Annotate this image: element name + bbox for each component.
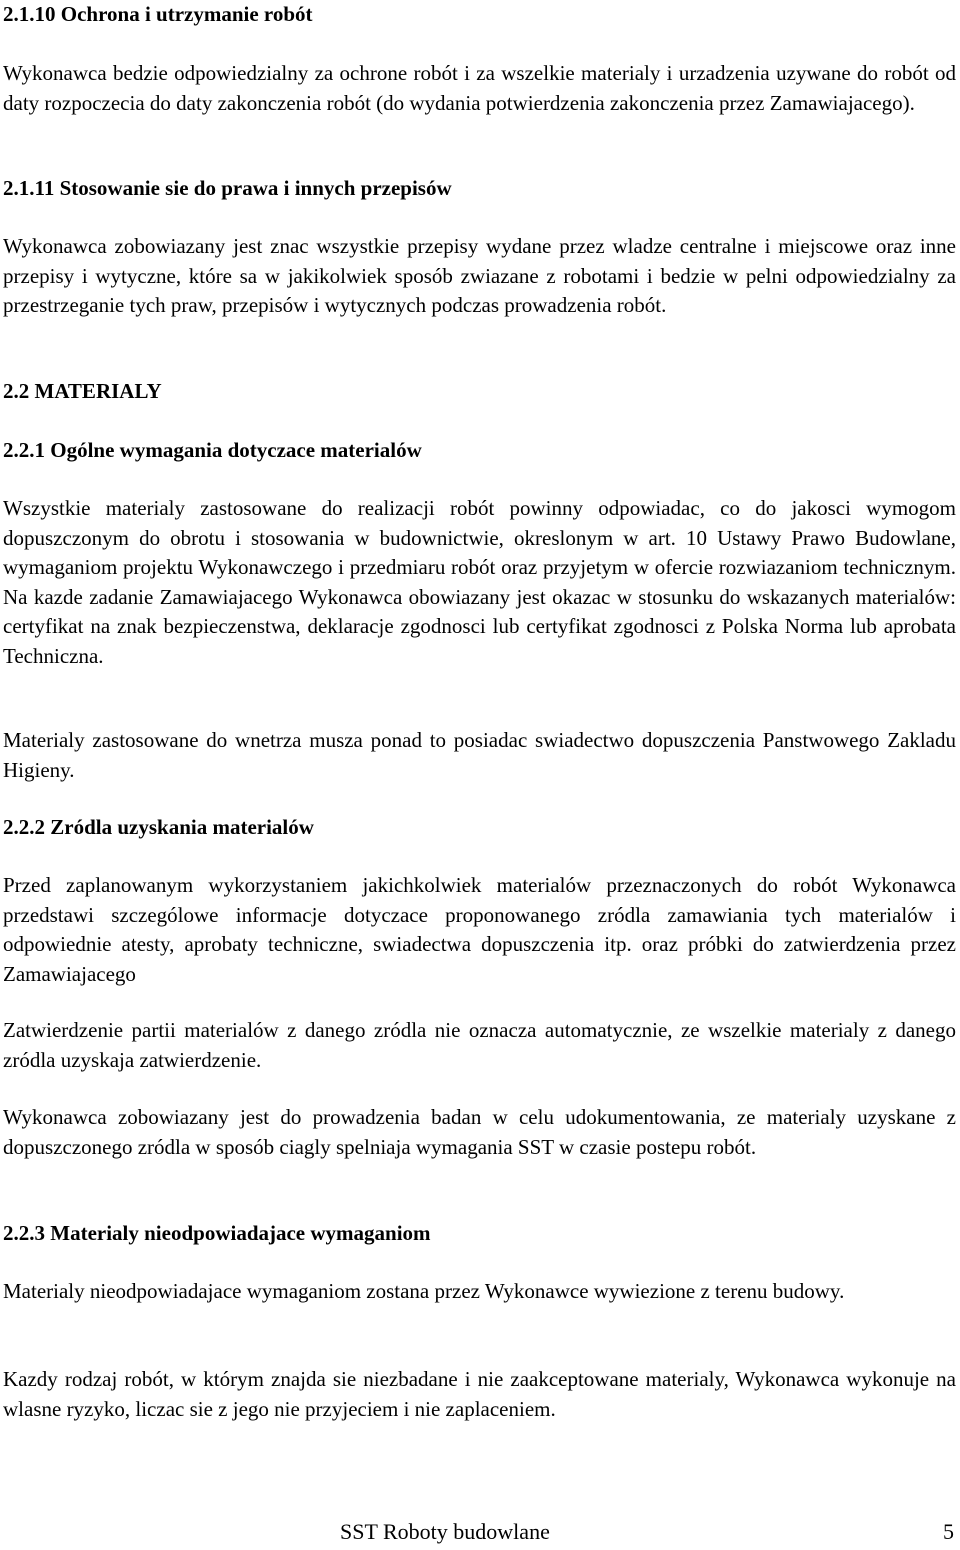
section-heading-2-2-1: 2.2.1 Ogólne wymagania dotyczace materialów [3,438,422,462]
section-heading-2-2: 2.2 MATERIALY [3,379,162,403]
page-footer [0,1517,960,1547]
section-heading-2-1-10: 2.1.10 Ochrona i utrzymanie robót [3,2,313,26]
paragraph-batch-approval: Zatwierdzenie partii materialów z danego zródla nie oznacza automatycznie, ze wszelkie materialy z danego zródla uzyskaja zatwierdzenie. [3,1018,956,1072]
section-heading-2-2-3: 2.2.3 Materialy nieodpowiadajace wymaganiom [3,1221,431,1245]
paragraph-testing: Wykonawca zobowiazany jest do prowadzenia badan w celu udokumentowania, ze materialy uzyskane z dopuszczonego zródla w sposób ciagly spelniaja wymagania SST w czasie postepu robót. [3,1105,956,1159]
section-heading-2-2-2: 2.2.2 Zródla uzyskania materialów [3,815,314,839]
section-heading-2-1-11: 2.1.11 Stosowanie sie do prawa i innych przepisów [3,176,452,200]
paragraph-protection: Wykonawca bedzie odpowiedzialny za ochrone robót i za wszelkie materialy i urzadzenia uzywane do robót od daty rozpoczecia do daty zakonczenia robót (do wydania potwierdzenia zakonczenia przez Zamawiajacego). [3,61,956,115]
paragraph-untested-materials: Kazdy rodzaj robót, w którym znajda sie niezbadane i nie zaakceptowane materialy, Wykonawca wykonuje na wlasne ryzyko, liczac sie z jego nie przyjeciem i nie zaplaceniem. [3,1367,956,1421]
paragraph-general-requirements: Wszystkie materialy zastosowane do realizacji robót powinny odpowiadac, co do jakosci wymogom dopuszczonym do obrotu i stosowania w budownictwie, okreslonym w art. 10 Ustawy Prawo Budowlane, wymaganiom projektu Wykonawczego i przedmiaru robót oraz przyjetym w ofercie rozwiazaniom technicznym. Na kazde zadanie Zamawiajacego Wykonawca obowiazany jest okazac w stosunku do wskazanych materialów: certyfikat na znak bezpieczenstwa, deklaracje zgodnosci lub certyfikat zgodnosci z Polska Norma lub aprobata Techniczna. [3,496,956,668]
paragraph-law-compliance: Wykonawca zobowiazany jest znac wszystkie przepisy wydane przez wladze centralne i miejscowe oraz inne przepisy i wytyczne, które sa w jakikolwiek sposób zwiazane z robotami i bedzie w pelni odpowiedzialny za przestrzeganie tych praw, przepisów i wytycznych podczas prowadzenia robót. [3,234,956,317]
paragraph-material-sources: Przed zaplanowanym wykorzystaniem jakichkolwiek materialów przeznaczonych do robót Wykonawca przedstawi szczególowe informacje dotyczace proponowanego zródla zamawiania tych materialów i odpowiednie atesty, aprobaty techniczne, swiadectwa dopuszczenia itp. oraz próbki do zatwierdzenia przez Zamawiajacego [3,873,956,986]
footer-title: SST Roboty budowlane [340,1519,550,1544]
paragraph-removal: Materialy nieodpowiadajace wymaganiom zostana przez Wykonawce wywiezione z terenu budowy. [3,1279,845,1303]
paragraph-hygiene-certificate: Materialy zastosowane do wnetrza musza ponad to posiadac swiadectwo dopuszczenia Panstwowego Zakladu Higieny. [3,728,956,782]
page-number: 5 [943,1519,954,1544]
